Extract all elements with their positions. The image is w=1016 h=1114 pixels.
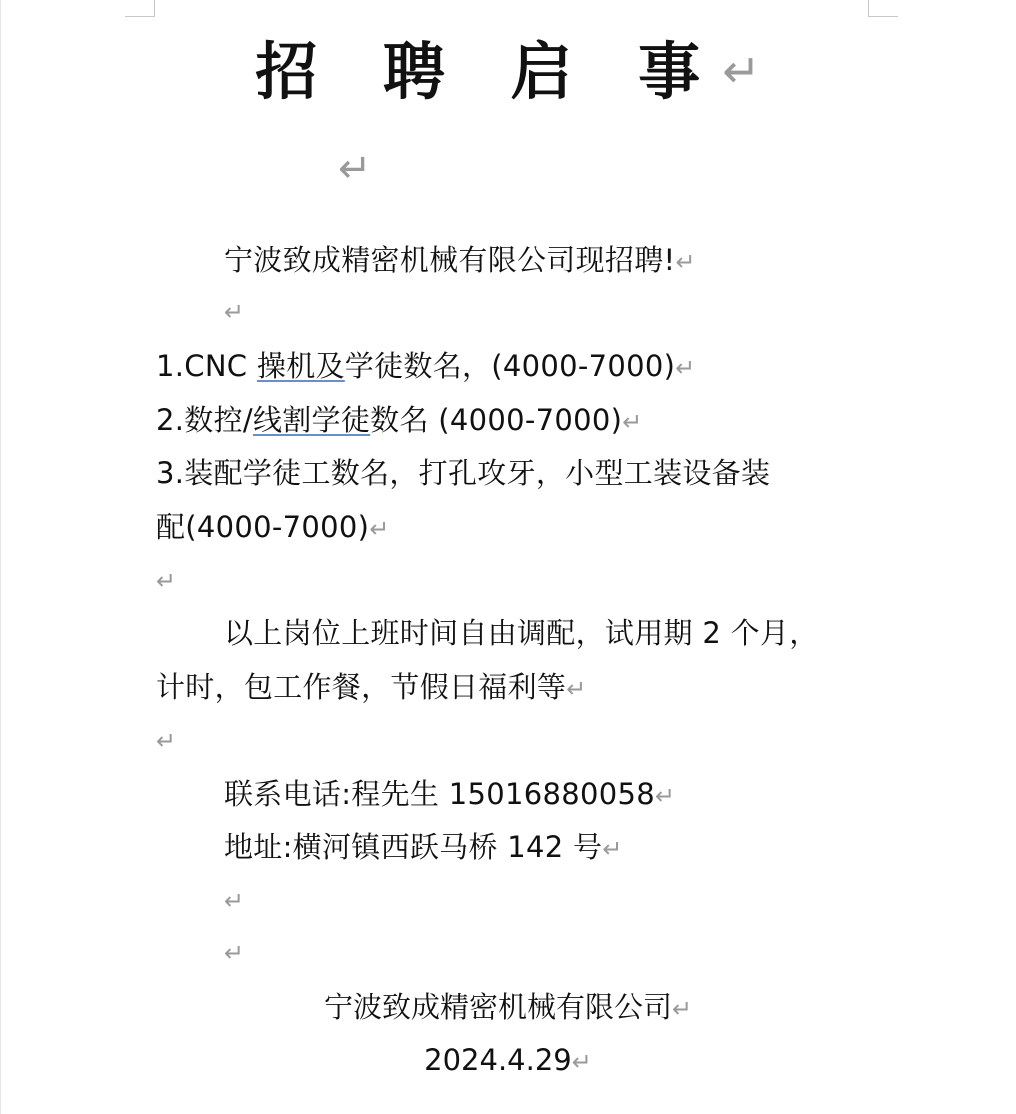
job-1-prefix: 1.CNC bbox=[156, 349, 257, 383]
return-mark-icon: ↵ bbox=[224, 887, 245, 915]
benefits-line-1 bbox=[224, 616, 819, 650]
return-mark-icon: ↵ bbox=[675, 248, 696, 276]
return-mark-icon: ↵ bbox=[571, 1048, 592, 1076]
return-mark-icon: ↵ bbox=[566, 675, 587, 703]
return-mark-icon: ↵ bbox=[338, 146, 372, 192]
return-mark-icon: ↵ bbox=[622, 408, 643, 436]
job-1-rest: 学徒数名，(4000-7000) bbox=[344, 349, 676, 383]
empty-paragraph bbox=[224, 934, 244, 970]
empty-paragraph bbox=[224, 882, 244, 918]
crop-mark-top-left bbox=[125, 0, 155, 17]
job-2-prefix: 2.数控/ bbox=[156, 403, 253, 437]
job-item-2 bbox=[156, 403, 643, 439]
job-3-line-2: 配(4000-7000) bbox=[156, 510, 370, 544]
job-item-3-line-2 bbox=[156, 510, 390, 546]
intro-text: 宁波致成精密机械有限公司现招聘! bbox=[224, 243, 676, 277]
signature-date-text: 2024.4.29 bbox=[424, 1043, 572, 1077]
return-mark-icon: ↵ bbox=[156, 727, 177, 755]
benefits-line-2 bbox=[156, 670, 587, 706]
title-text: 招 聘 启 事 bbox=[255, 35, 723, 108]
crop-mark-top-right bbox=[868, 0, 898, 17]
contact-phone-text: 联系电话:程先生 15016880058 bbox=[224, 777, 655, 811]
empty-paragraph bbox=[156, 722, 176, 758]
return-mark-icon: ↵ bbox=[224, 939, 245, 967]
job-item-1 bbox=[156, 349, 696, 385]
return-mark-icon: ↵ bbox=[156, 567, 177, 595]
contact-address-text: 地址:横河镇西跃马桥 142 号 bbox=[224, 830, 603, 864]
return-mark-icon: ↵ bbox=[654, 782, 676, 810]
empty-paragraph bbox=[338, 146, 372, 192]
job-3-line-1: 3.装配学徒工数名，打孔攻牙，小型工装设备装 bbox=[156, 456, 771, 490]
intro-paragraph bbox=[224, 243, 696, 279]
job-2-underlined: 线割学徒 bbox=[252, 403, 371, 437]
return-mark-icon: ↵ bbox=[602, 835, 623, 863]
empty-paragraph bbox=[156, 562, 176, 598]
page-edge bbox=[0, 0, 1, 1114]
job-item-3-line-1 bbox=[156, 456, 770, 490]
return-mark-icon: ↵ bbox=[675, 354, 696, 382]
benefits-text-2: 计时，包工作餐，节假日福利等 bbox=[156, 670, 567, 704]
signature-company bbox=[0, 990, 1016, 1026]
empty-paragraph bbox=[224, 293, 244, 329]
return-mark-icon: ↵ bbox=[369, 515, 390, 543]
job-1-underlined: 操机及 bbox=[256, 349, 345, 383]
contact-phone bbox=[224, 777, 675, 813]
document-title bbox=[0, 34, 1016, 109]
return-mark-icon: ↵ bbox=[224, 298, 245, 326]
benefits-text-1: 以上岗位上班时间自由调配，试用期 2 个月， bbox=[224, 616, 819, 650]
contact-address bbox=[224, 830, 623, 866]
return-mark-icon: ↵ bbox=[722, 44, 761, 98]
return-mark-icon: ↵ bbox=[671, 995, 693, 1023]
signature-company-text: 宁波致成精密机械有限公司 bbox=[323, 990, 672, 1024]
job-2-rest: 数名 (4000-7000) bbox=[370, 403, 623, 437]
signature-date bbox=[0, 1043, 1016, 1079]
